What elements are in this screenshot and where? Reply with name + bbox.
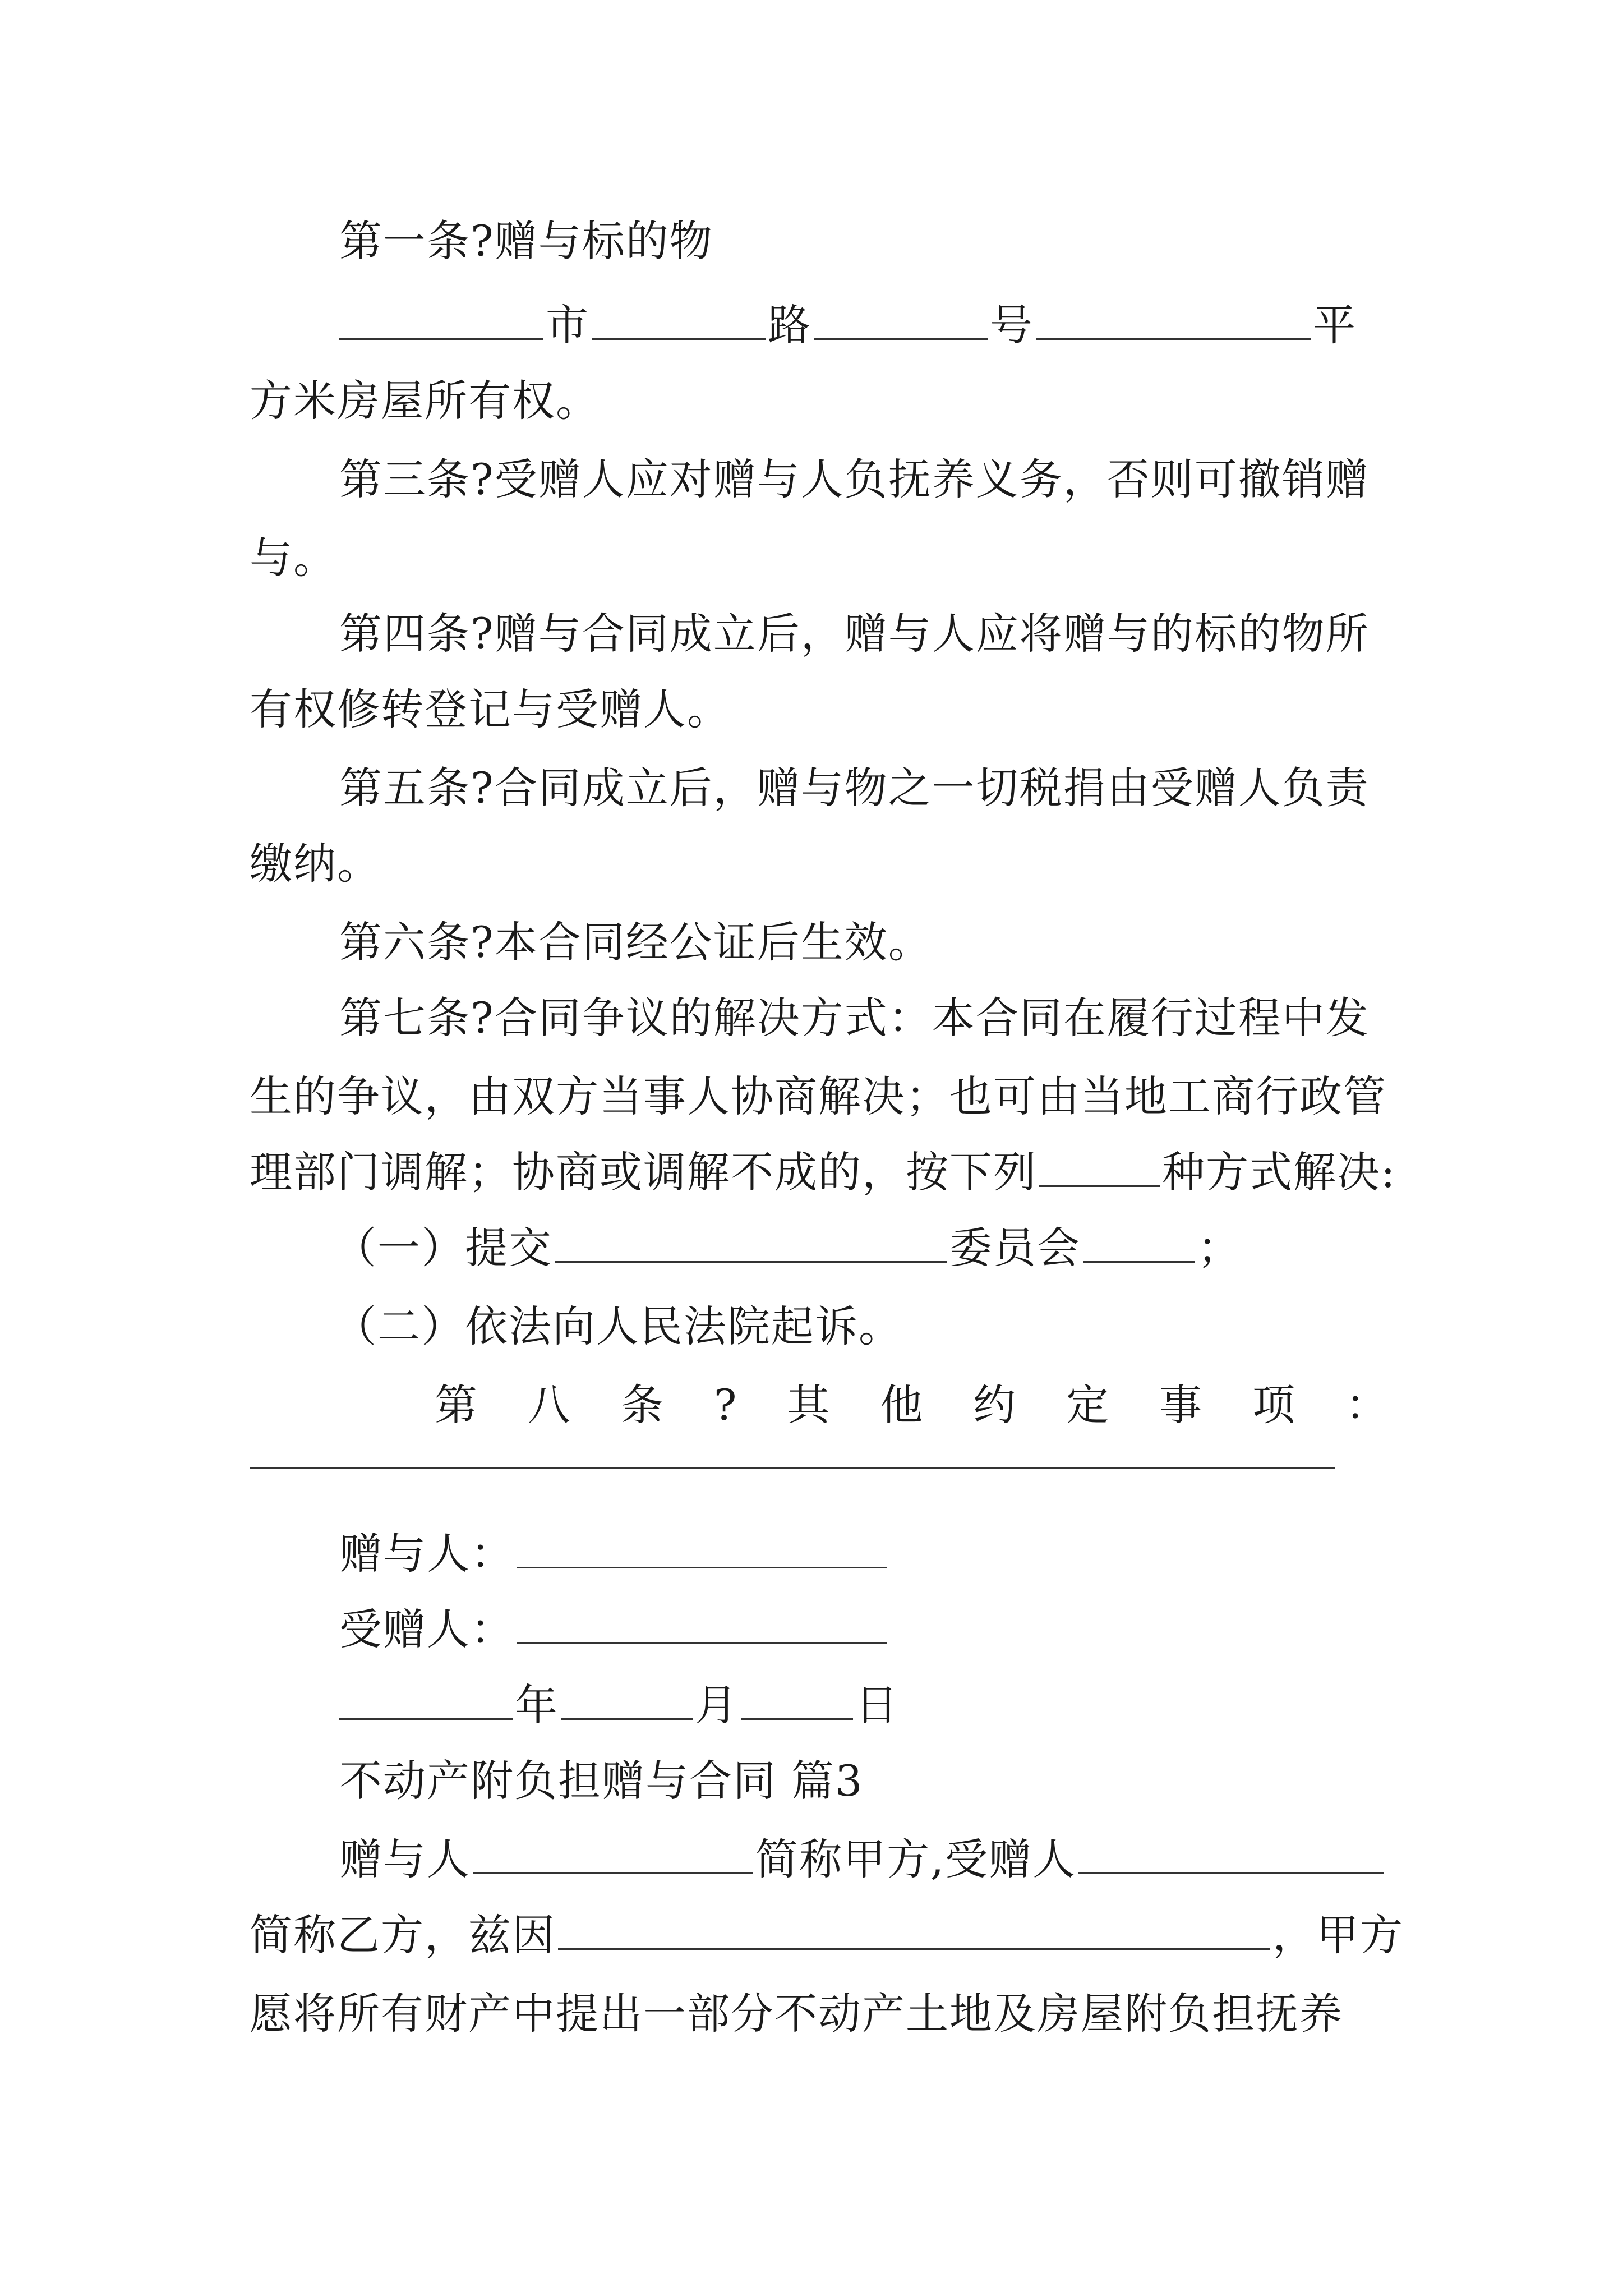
article7-line3 — [250, 1144, 1396, 1200]
committee-name-blank[interactable] — [555, 1222, 947, 1263]
article4-line1: 第四条?赠与合同成立后，赠与人应将赠与的标的物所 — [339, 609, 1370, 659]
reason-blank[interactable] — [558, 1909, 1270, 1950]
option1-text-b: 委员会 — [949, 1223, 1081, 1273]
article8-char: 其 — [787, 1380, 830, 1430]
section3-line3: 愿将所有财产中提出一部分不动产土地及房屋附负担抚养 — [250, 1989, 1343, 2039]
article8-char: 事 — [1159, 1380, 1202, 1430]
section3-line1-text-b: 简称甲方,受赠人 — [755, 1834, 1077, 1884]
article1-address-line — [336, 297, 1357, 353]
donee-name-blank[interactable] — [1078, 1833, 1384, 1874]
section3-line1 — [339, 1832, 1386, 1888]
article3-line1: 第三条?受赠人应对赠与人负抚养义务，否则可撤销赠 — [339, 454, 1370, 504]
article8-heading — [435, 1377, 1388, 1433]
month-label: 月 — [695, 1680, 739, 1730]
donor-label: 赠与人： — [339, 1529, 514, 1579]
article1-heading: 第一条?赠与标的物 — [339, 216, 713, 266]
donor-name-blank[interactable] — [473, 1833, 753, 1874]
year-blank[interactable] — [339, 1679, 513, 1720]
day-blank[interactable] — [741, 1679, 853, 1720]
month-blank[interactable] — [561, 1679, 693, 1720]
article8-char: 定 — [1066, 1380, 1109, 1430]
article7-option2: （二）依法向人民法院起诉。 — [334, 1301, 902, 1351]
area-suffix: 平 — [1313, 300, 1357, 350]
donor-signature-line — [339, 1526, 889, 1582]
option1-text-c: ； — [1197, 1223, 1241, 1273]
area-blank[interactable] — [1036, 299, 1311, 340]
other-matters-blank[interactable] — [250, 1467, 1335, 1469]
donee-label: 受赠人： — [339, 1604, 514, 1654]
section3-line2 — [250, 1907, 1404, 1963]
option1-text-a: （一）提交 — [334, 1223, 552, 1273]
section3-line2-text-a: 简称乙方，兹因 — [250, 1910, 556, 1960]
date-line — [336, 1677, 899, 1733]
article7-line2: 生的争议，由双方当事人协商解决；也可由当地工商行政管 — [250, 1071, 1387, 1121]
article8-char: 第 — [435, 1380, 477, 1430]
number-suffix: 号 — [990, 300, 1034, 350]
road-suffix: 路 — [768, 300, 811, 350]
city-suffix: 市 — [546, 300, 589, 350]
article8-char: 条 — [620, 1380, 663, 1430]
article7-option1 — [334, 1220, 1241, 1276]
section3-title: 不动产附负担赠与合同 篇3 — [339, 1756, 864, 1806]
donee-blank[interactable] — [517, 1603, 887, 1644]
article8-char: 八 — [527, 1380, 570, 1430]
article3-line2: 与。 — [250, 533, 337, 583]
article1-line2: 方米房屋所有权。 — [250, 376, 600, 426]
year-label: 年 — [515, 1680, 559, 1730]
article8-char: ： — [1345, 1380, 1388, 1430]
donee-signature-line — [339, 1602, 889, 1658]
road-blank[interactable] — [592, 299, 766, 340]
article8-char: 约 — [973, 1380, 1016, 1430]
dispute-method-blank[interactable] — [1039, 1146, 1160, 1187]
article8-char: 他 — [880, 1380, 923, 1430]
article7-line1: 第七条?合同争议的解决方式：本合同在履行过程中发 — [339, 993, 1370, 1043]
article7-line3-text-b: 种方式解决: — [1162, 1147, 1396, 1197]
section3-line2-text-b: ，甲方 — [1272, 1910, 1404, 1960]
committee-extra-blank[interactable] — [1083, 1222, 1195, 1263]
article7-line3-text-a: 理部门调解；协商或调解不成的，按下列 — [250, 1147, 1037, 1197]
donor-blank[interactable] — [517, 1527, 887, 1568]
article4-line2: 有权修转登记与受赠人。 — [250, 684, 731, 734]
article5-line1: 第五条?合同成立后，赠与物之一切税捐由受赠人负责 — [339, 763, 1370, 813]
article5-line2: 缴纳。 — [250, 839, 381, 889]
number-blank[interactable] — [814, 299, 988, 340]
article8-char: ? — [713, 1380, 737, 1430]
article8-char: 项 — [1252, 1380, 1295, 1430]
day-label: 日 — [855, 1680, 899, 1730]
city-blank[interactable] — [339, 299, 543, 340]
section3-line1-text-a: 赠与人 — [339, 1834, 471, 1884]
article6-line1: 第六条?本合同经公证后生效。 — [339, 917, 932, 967]
